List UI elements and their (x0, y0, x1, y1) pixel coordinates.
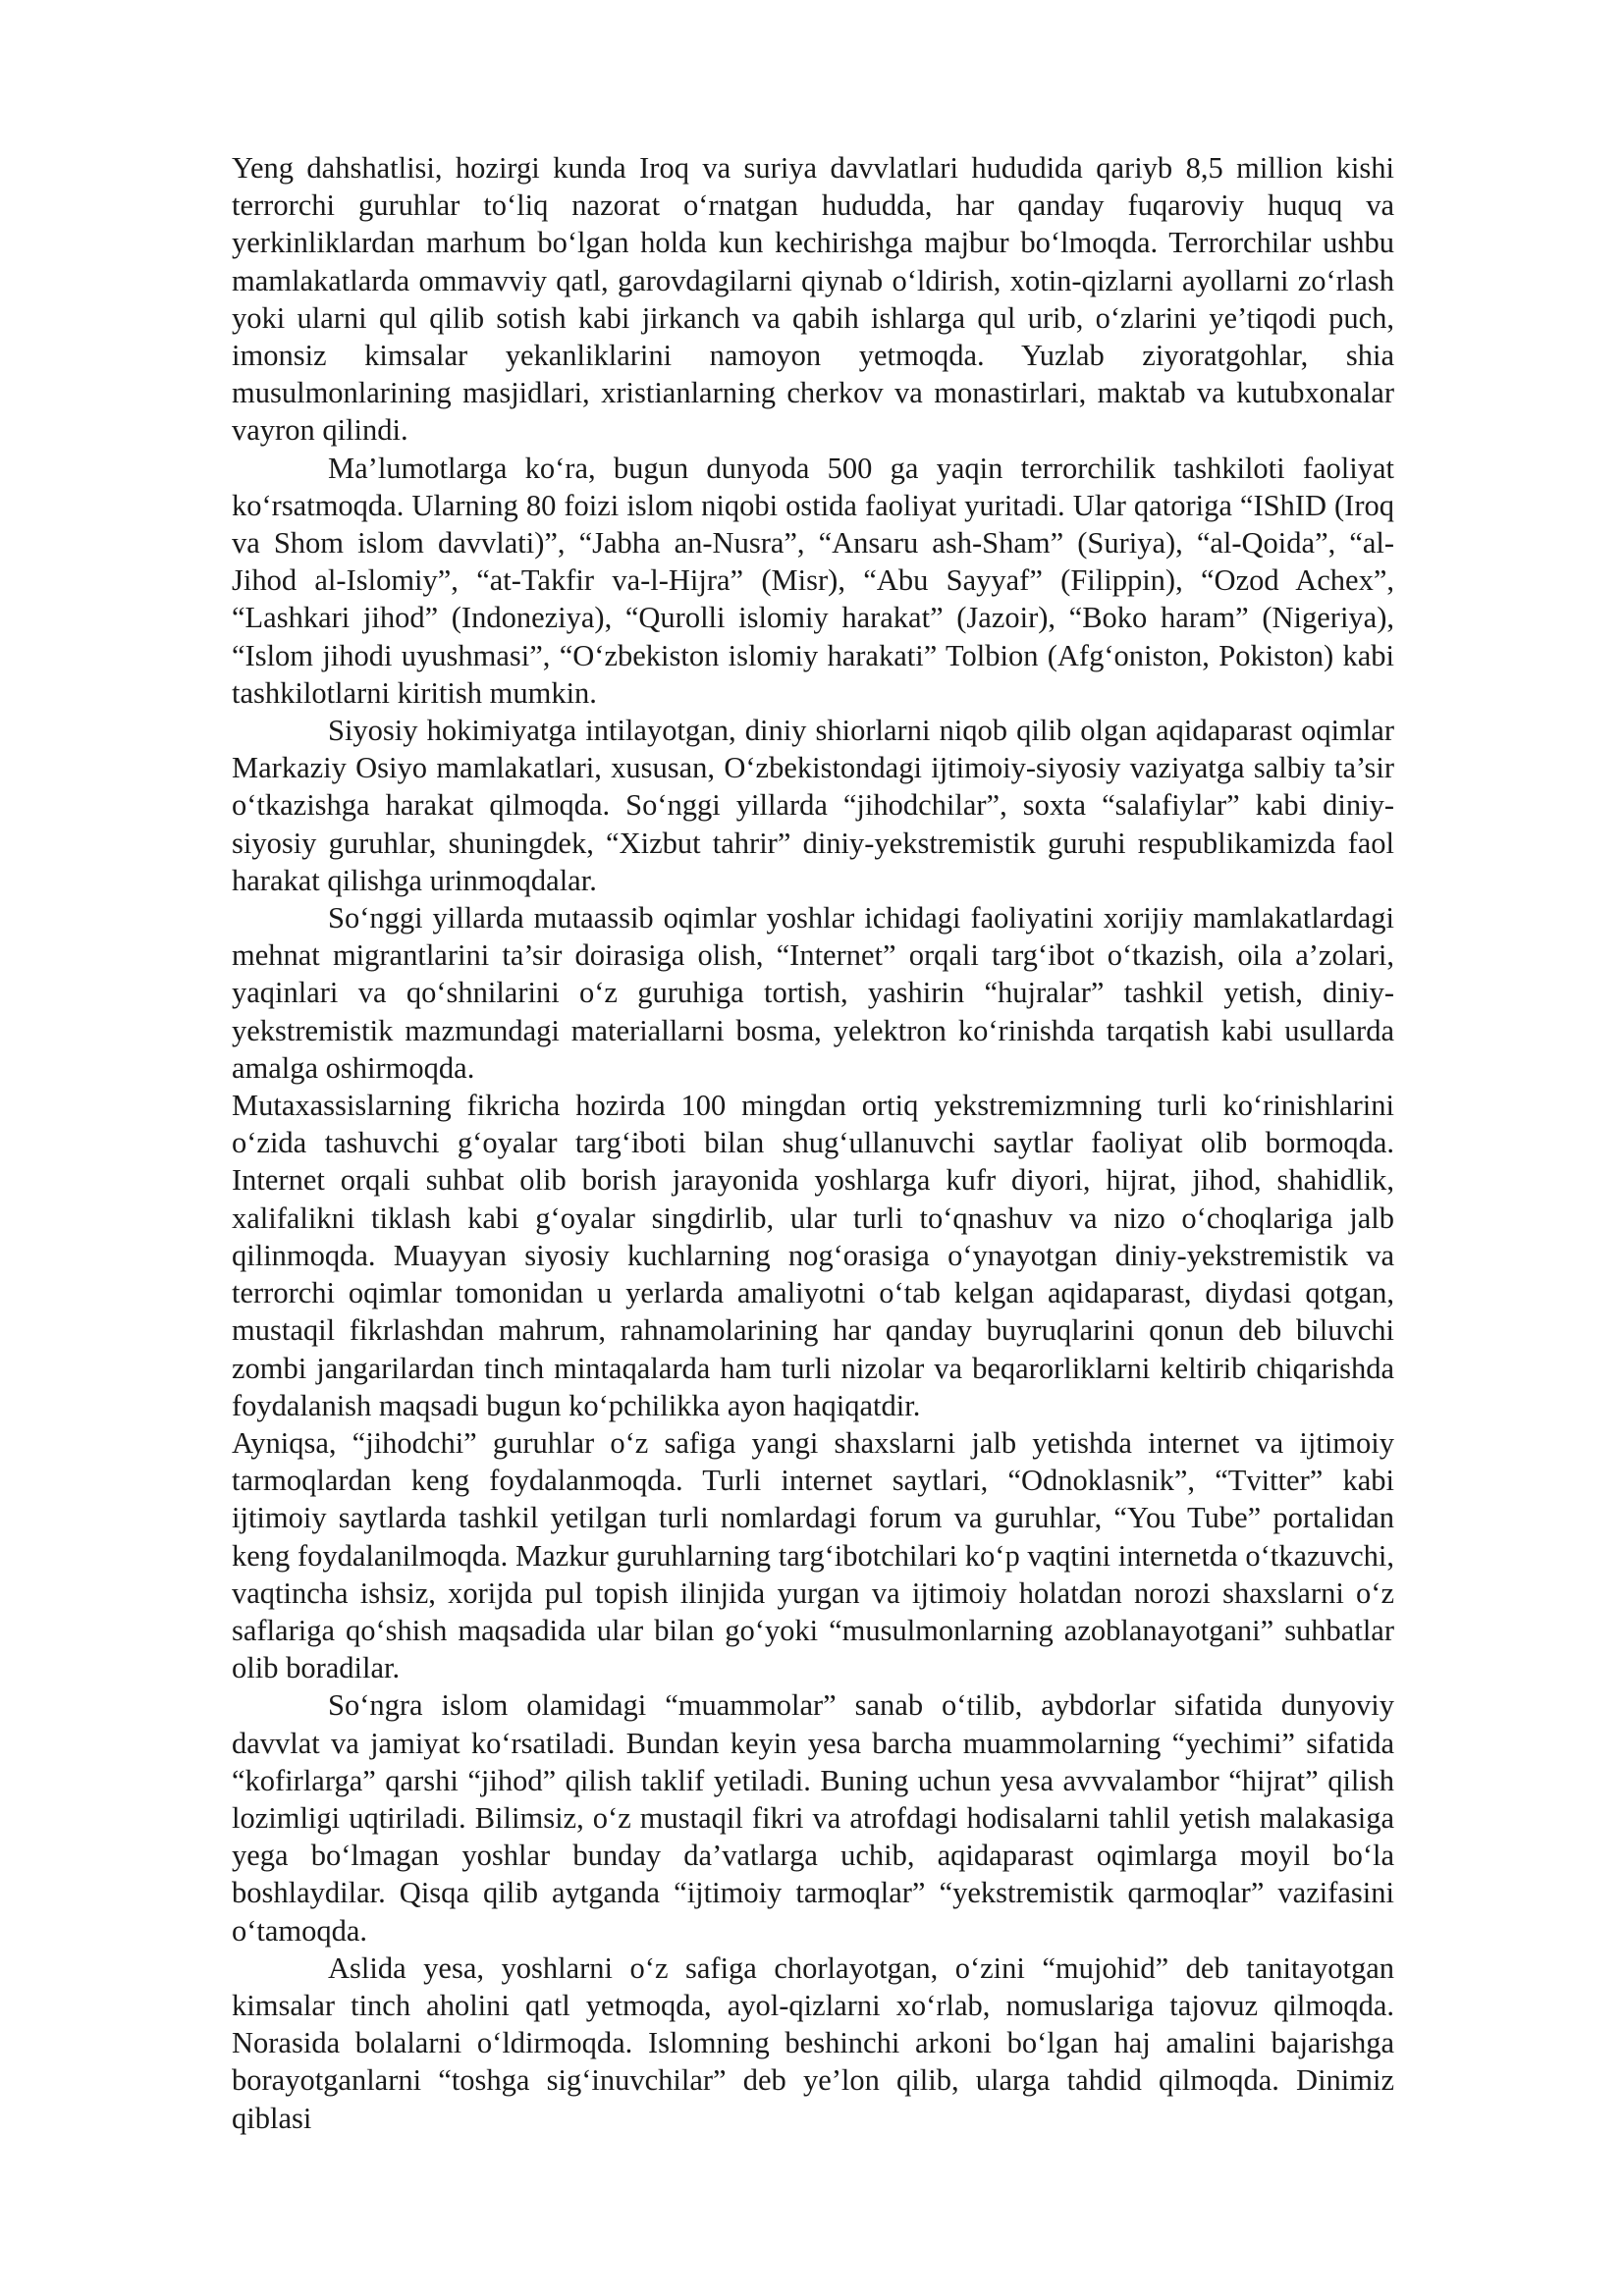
paragraph-6: Ayniqsa, “jihodchi” guruhlar o‘z safiga yangi shaxslarni jalb yetishda internet va ijtimoiy tarmoqlardan keng foydalanmoqda. Turli internet saytlari, “Odnoklasnik”, “Tvitter” kabi ijtimoiy saytlarda tashkil yetilgan turli nomlardagi forum va guruhlar, “You Tube” portalidan keng foydalanilmoqda. Mazkur guruhlarning targ‘ibotchilari ko‘p vaqtini internetda o‘tkazuvchi, vaqtincha ishsiz, xorijda pul topish ilinjida yurgan va ijtimoiy holatdan norozi shaxslarni o‘z saflariga qo‘shish maqsadida ular bilan go‘yoki “musulmonlarning azoblanayotgani” suhbatlar olib boradilar. (232, 1425, 1394, 1685)
paragraph-1: Yeng dahshatlisi, hozirgi kunda Iroq va suriya davvlatlari hududida qariyb 8,5 million kishi terrorchi guruhlar to‘liq nazorat o‘rnatgan hududda, har qanday fuqaroviy huquq va yerkinliklardan marhum bo‘lgan holda kun kechirishga majbur bo‘lmoqda. Terrorchilar ushbu mamlakatlarda ommavviy qatl, garovdagilarni qiynab o‘ldirish, xotin-qizlarni ayollarni zo‘rlash yoki ularni qul qilib sotish kabi jirkanch va qabih ishlarga qul urib, o‘zlarini ye’tiqodi puch, imonsiz kimsalar yekanliklarini namoyon yetmoqda. Yuzlab ziyoratgohlar, shia musulmonlarining masjidlari, xristianlarning cherkov va monastirlari, maktab va kutubxonalar vayron qilindi. (232, 151, 1394, 448)
body-text (232, 149, 1394, 2137)
paragraph-4: So‘nggi yillarda mutaassib oqimlar yoshlar ichidagi faoliyatini xorijiy mamlakatlardagi mehnat migrantlarini ta’sir doirasiga olish, “Internet” orqali targ‘ibot o‘tkazish, oila a’zolari, yaqinlari va qo‘shnilarini o‘z guruhiga tortish, yashirin “hujralar” tashkil yetish, diniy-yekstremistik mazmundagi materiallarni bosma, yelektron ko‘rinishda tarqatish kabi usullarda amalga oshirmoqda. (232, 901, 1394, 1085)
paragraph-2: Ma’lumotlarga ko‘ra, bugun dunyoda 500 ga yaqin terrorchilik tashkiloti faoliyat ko‘rsatmoqda. Ularning 80 foizi islom niqobi ostida faoliyat yuritadi. Ular qatoriga “IShID (Iroq va Shom islom davvlati)”, “Jabha an-Nusra”, “Ansaru ash-Sham” (Suriya), “al-Qoida”, “al-Jihod al-Islomiy”, “at-Takfir va-l-Hijra” (Misr), “Abu Sayyaf” (Filippin), “Ozod Achex”, “Lashkari jihod” (Indoneziya), “Qurolli islomiy harakat” (Jazoir), “Boko haram” (Nigeriya), “Islom jihodi uyushmasi”, “O‘zbekiston islomiy harakati” Tolbion (Afg‘oniston, Pokiston) kabi tashkilotlarni kiritish mumkin. (232, 451, 1394, 710)
paragraph-5: Mutaxassislarning fikricha hozirda 100 mingdan ortiq yekstremizmning turli ko‘rinishlarini o‘zida tashuvchi g‘oyalar targ‘iboti bilan shug‘ullanuvchi saytlar faoliyat olib bormoqda. Internet orqali suhbat olib borish jarayonida yoshlarga kufr diyori, hijrat, jihod, shahidlik, xalifalikni tiklash kabi g‘oyalar singdirlib, ular turli to‘qnashuv va nizo o‘choqlariga jalb qilinmoqda. Muayyan siyosiy kuchlarning nog‘orasiga o‘ynayotgan diniy-yekstremistik va terrorchi oqimlar tomonidan u yerlarda amaliyotni o‘tab kelgan aqidaparast, diydasi qotgan, mustaqil fikrlashdan mahrum, rahnamolarining har qanday buyruqlarini qonun deb biluvchi zombi jangarilardan tinch mintaqalarda ham turli nizolar va beqarorliklarni keltirib chiqarishda foydalanish maqsadi bugun ko‘pchilikka ayon haqiqatdir. (232, 1089, 1394, 1422)
paragraph-3: Siyosiy hokimiyatga intilayotgan, diniy shiorlarni niqob qilib olgan aqidaparast oqimlar Markaziy Osiyo mamlakatlari, xususan, O‘zbekistondagi ijtimoiy-siyosiy vaziyatga salbiy ta’sir o‘tkazishga harakat qilmoqda. So‘nggi yillarda “jihodchilar”, soxta “salafiylar” kabi diniy-siyosiy guruhlar, shuningdek, “Xizbut tahrir” diniy-yekstremistik guruhi respublikamizda faol harakat qilishga urinmoqdalar. (232, 714, 1394, 897)
paragraph-8: Aslida yesa, yoshlarni o‘z safiga chorlayotgan, o‘zini “mujohid” deb tanitayotgan kimsalar tinch aholini qatl yetmoqda, ayol-qizlarni xo‘rlab, nomuslariga tajovuz qilmoqda. Norasida bolalarni o‘ldirmoqda. Islomning beshinchi arkoni bo‘lgan haj amalini bajarishga borayotganlarni “toshga sig‘inuvchilar” deb ye’lon qilib, ularga tahdid qilmoqda. Dinimiz qiblasi (232, 1950, 1394, 2135)
paragraph-7: So‘ngra islom olamidagi “muammolar” sanab o‘tilib, aybdorlar sifatida dunyoviy davvlat va jamiyat ko‘rsatiladi. Bundan keyin yesa barcha muammolarning “yechimi” sifatida “kofirlarga” qarshi “jihod” qilish taklif yetiladi. Buning uchun yesa avvvalambor “hijrat” qilish lozimligi uqtiriladi. Bilimsiz, o‘z mustaqil fikri va atrofdagi hodisalarni tahlil yetish malakasiga yega bo‘lmagan yoshlar bunday da’vatlarga uchib, aqidaparast oqimlarga moyil bo‘la boshlaydilar. Qisqa qilib aytganda “ijtimoiy tarmoqlar” “yekstremistik qarmoqlar” vazifasini o‘tamoqda. (232, 1688, 1394, 1948)
